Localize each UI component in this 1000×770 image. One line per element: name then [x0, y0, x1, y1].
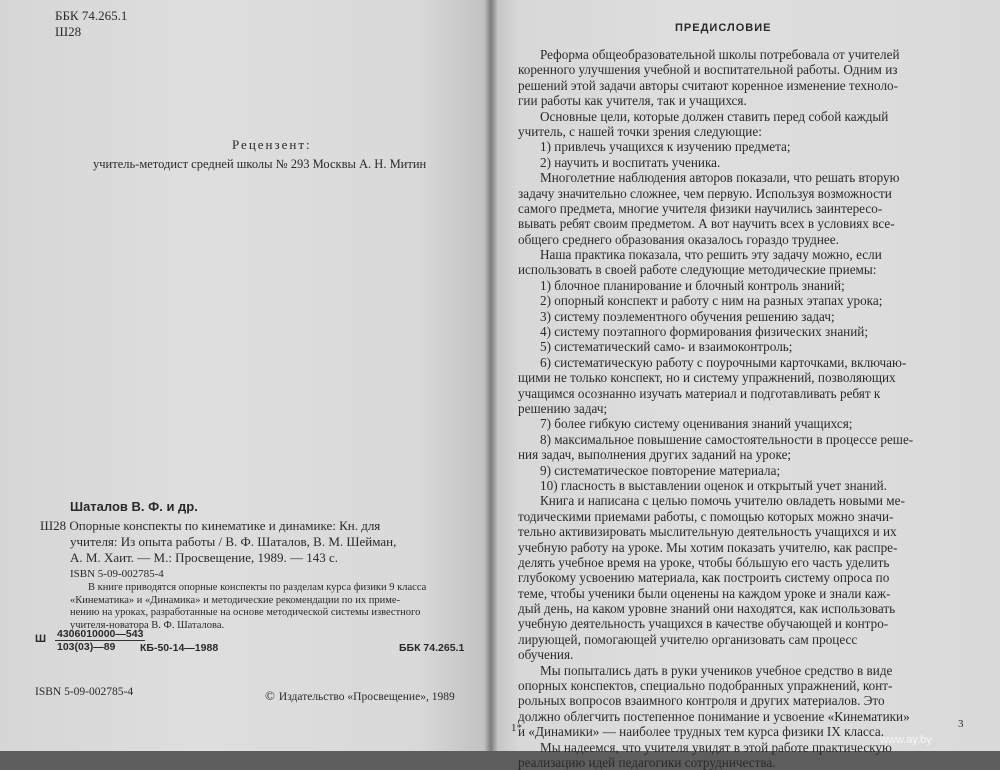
annotation-line: В книге приводятся опорные конспекты по разделам курса физики 9 класса [88, 582, 427, 593]
preface-line: лирующей, помогающей учителю организовать сам процесс [518, 631, 858, 647]
preface-line: учитель, с нашей точки зрения следующие: [518, 123, 762, 139]
preface-line: 2) опорный конспект и работу с ним на разных этапах урока; [540, 293, 883, 309]
preface-line: 9) систематическое повторение материала; [540, 462, 781, 478]
preface-line: 8) максимальное повышение самостоятельности в процессе реше- [540, 431, 914, 447]
reviewer-heading: Рецензент: [232, 137, 312, 152]
copyright-line [265, 688, 455, 704]
watermark: www.ay.by [880, 734, 932, 746]
preface-line: реализацию идей педагогики сотрудничества. [518, 754, 776, 770]
bbk-code-block [55, 8, 127, 40]
page-number: 3 [958, 718, 964, 730]
price-letter: Ш [35, 633, 47, 645]
preface-line: опорных конспектов, специально подобранных упражнений, конт- [518, 678, 893, 694]
preface-line: должно облегчить постепенное понимание и усвоение «Кинематики» [518, 708, 910, 724]
preface-line: 1) привлечь учащихся к изучению предмета; [540, 139, 791, 155]
preface-title: ПРЕДИСЛОВИЕ [675, 22, 772, 34]
preface-line: теме, чтобы ученики были оценены на каждом уроке и знали каж- [518, 585, 891, 601]
preface-line: ния задач, выполнения других заданий на уроке; [518, 447, 792, 463]
left-page [0, 0, 492, 751]
code-numerator: 4306010000—543 [57, 628, 144, 640]
preface-line: Многолетние наблюдения авторов показали, что решать вторую [540, 170, 900, 186]
catalog-line: учителя: Из опыта работы / В. Ф. Шаталов, В. М. Шейман, [70, 534, 397, 549]
annotation-line: «Кинематика» и «Динамика» и методические рекомендации по их приме- [70, 594, 401, 606]
preface-line: Реформа общеобразовательной школы потребовала от учителей [540, 47, 900, 62]
preface-line: 6) систематическую работу с поурочными карточками, включаю- [540, 354, 907, 370]
preface-line: Наша практика показала, что решить эту задачу можно, если [540, 247, 882, 263]
book-gutter [484, 0, 498, 751]
preface-line: самого предмета, многие учителя физики научились заинтересо- [518, 200, 883, 216]
annotation-line: учителя-новатора В. Ф. Шаталова. [70, 619, 225, 631]
preface-line: 3) систему поэлементного обучения решению задач; [540, 308, 835, 324]
annotation-line: нению на уроках, разработанные на основе методической системы известного [70, 607, 421, 618]
preface-line: 1) блочное планирование и блочный контроль знаний; [540, 277, 845, 293]
preface-line: Мы надеемся, что учителя увидят в этой работе практическую [540, 739, 892, 755]
preface-line: 10) гласность в выставлении оценок и открытый учет знаний. [540, 477, 887, 493]
preface-line: учебную деятельность учащихся в качестве обучающей и контро- [518, 616, 889, 632]
shelf-code: Ш28 [55, 24, 82, 39]
preface-line: 5) систематический само- и взаимоконтроль; [540, 339, 793, 355]
preface-line: тодическими приемами работы, с помощью которых можно значи- [518, 508, 894, 524]
catalog-card [40, 518, 472, 632]
preface-line: решений этой задачи авторы считают коренное изменение техноло- [518, 77, 899, 93]
bbk-bottom: ББК 74.265.1 [399, 642, 465, 654]
preface-line: гии работы как учителя, так и учащихся. [518, 93, 747, 109]
preface-line: коренного улучшения учебной и воспитательной работы. Одним из [518, 62, 898, 78]
preface-line: учащимся осознанно изучать материал и подготавливать ребят к [518, 385, 881, 401]
preface-line: Мы попытались дать в руки учеников учебное средство в виде [540, 662, 893, 678]
preface-line: щими не только конспект, но и систему упражнений, позволяющих [518, 370, 896, 386]
preface-line: делять учебное время на уроке, чтобы бóльшую его часть уделить [518, 554, 890, 570]
preface-line: тельно активизировать мыслительную деятельность учащихся и их [518, 524, 897, 540]
catalog-isbn: ISBN 5-09-002785-4 [70, 568, 164, 580]
code-denominator: 103(03)—89 [57, 641, 116, 653]
copyright-text: Издательство «Просвещение», 1989 [278, 691, 455, 703]
catalog-line: Ш28 Опорные конспекты по кинематике и динамике: Кн. для [40, 518, 381, 533]
preface-line: 7) более гибкую систему оценивания знаний учащихся; [540, 416, 853, 432]
preface-line: задачу значительно сложнее, чем первую. Используя возможности [518, 185, 892, 201]
author-heading: Шаталов В. Ф. и др. [70, 499, 198, 514]
preface-line: вывать ребят своим предметом. А вот научить всех в условиях все- [518, 216, 895, 232]
preface-body [518, 47, 964, 770]
preface-line: использовать в своей работе следующие методические приемы: [518, 262, 877, 278]
code-fraction [55, 628, 145, 653]
preface-line: общего среднего образования оказалось гораздо труднее. [518, 231, 839, 247]
kb-code: КБ-50-14—1988 [140, 642, 219, 654]
preface-line: рольных вопросов взаимного контроля и других материалов. Это [518, 693, 885, 709]
isbn-bottom: ISBN 5-09-002785-4 [35, 686, 134, 698]
copyright-icon: © [265, 688, 275, 703]
reviewer-text: учитель-методист средней школы № 293 Москвы А. Н. Митин [93, 157, 427, 171]
preface-line: и «Динамики» — наиболее трудных тем курса физики IX класса. [518, 724, 884, 740]
preface-line: учебную работу на уроке. Мы хотим показать учителю, как распре- [518, 539, 898, 555]
preface-line: 2) научить и воспитать ученика. [540, 154, 721, 170]
signature-mark: 1* [511, 722, 522, 734]
preface-line: решению задач; [518, 400, 608, 416]
preface-line: дый день, на каком уровне знаний они находятся, как использовать [518, 601, 896, 617]
preface-line: 4) систему поэтапного формирования физических знаний; [540, 324, 869, 340]
preface-line: глубокому усвоению материала, как построить систему опроса по [518, 570, 890, 586]
preface-line: Основные цели, которые должен ставить перед собой каждый [540, 108, 889, 124]
preface-line: обучения. [518, 647, 574, 663]
bbk-code: ББК 74.265.1 [55, 8, 128, 23]
catalog-line: А. М. Хаит. — М.: Просвещение, 1989. — 143 с. [70, 550, 338, 565]
preface-line: Книга и написана с целью помочь учителю овладеть новыми ме- [540, 493, 905, 509]
